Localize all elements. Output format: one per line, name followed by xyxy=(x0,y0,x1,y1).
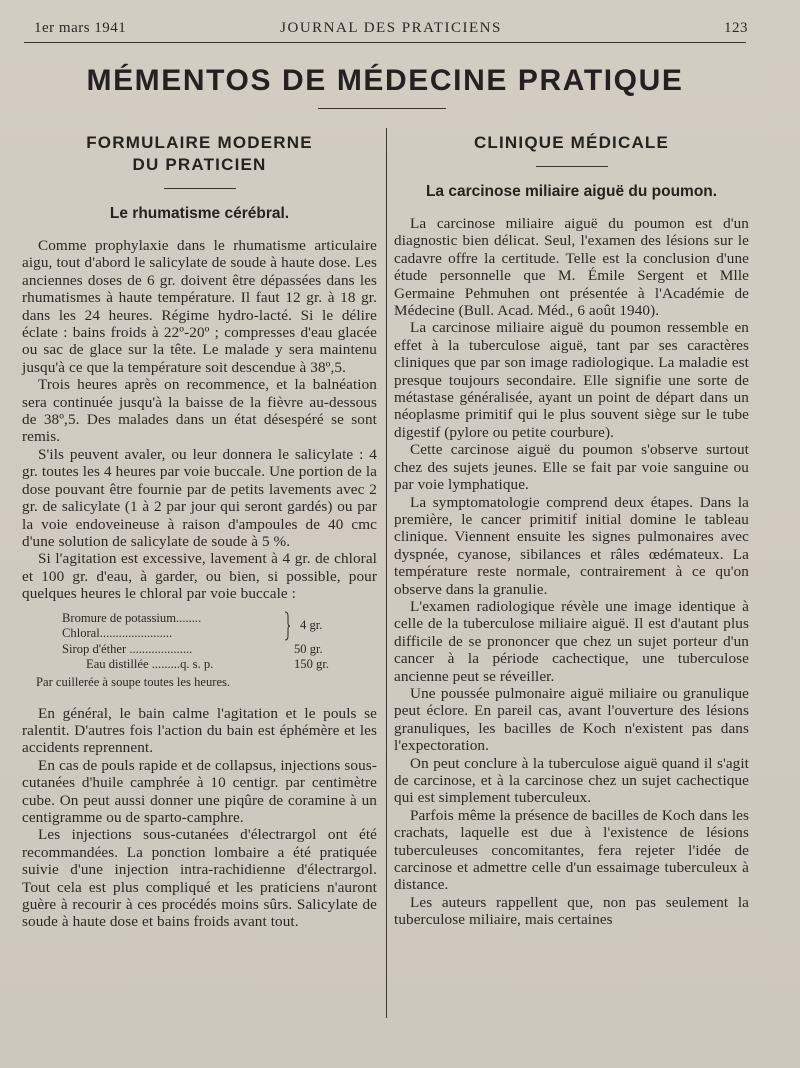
paragraph: En cas de pouls rapide et de collapsus, injections sous-cutanées d'huile camphrée à 10 centigr. par centimètre cube. On peut aussi donner une piqûre de coramine à un centigramme ou de sparto-camphre. xyxy=(22,756,377,826)
section-heading-line2: DU PRATICIEN xyxy=(132,155,267,174)
section-heading-formulaire xyxy=(22,132,377,176)
recipe-qty-brace: 4 gr. xyxy=(300,617,323,632)
paragraph: La symptomatologie comprend deux étapes. Dans la première, le cancer primitif initial domine le tableau clinique. Viennent ensuite les signes pulmonaires avec dyspnée, cyanose, sibilances et râles œdémateux. La température reste normale, contrairement à ce qu'on observe dans la granulie. xyxy=(394,493,749,598)
paragraph: L'examen radiologique révèle une image identique à celle de la tuberculose miliaire aiguë. Il est d'autant plus difficile de se prononcer que chez un sujet porteur d'un cancer à la période cachectique, une tuberculose ancienne peut se réveiller. xyxy=(394,597,749,685)
paragraph: Si l'agitation est excessive, lavement à 4 gr. de chloral et 100 gr. d'eau, à garder, ou bien, si possible, pour quelques heures le chloral par voie buccale : xyxy=(22,550,377,603)
article-title-carcinose: La carcinose miliaire aiguë du poumon. xyxy=(425,183,718,200)
recipe-line-eau: Eau distillée .........q. s. p. xyxy=(86,656,214,671)
recipe-qty-eau: 150 gr. xyxy=(294,656,329,671)
recipe-line-bromure: Bromure de potassium........ xyxy=(62,610,202,625)
recipe-note: Par cuillerée à soupe toutes les heures. xyxy=(36,674,231,689)
right-column xyxy=(394,128,749,929)
article-title-rhumatisme: Le rhumatisme cérébral. xyxy=(109,205,290,222)
paragraph: Trois heures après on recommence, et la balnéation sera continuée jusqu'à la baisse de la fièvre au-dessous de 38º,5. Des malades dans un état désespéré se sont remis. xyxy=(22,376,377,446)
section-rule xyxy=(536,166,608,167)
paragraph: En général, le bain calme l'agitation et le pouls se ralentit. D'autres fois l'action du bain est éphémère et les accidents reprennent. xyxy=(22,704,377,757)
brace-icon xyxy=(284,611,290,641)
recipe-qty-sirop: 50 gr. xyxy=(294,641,323,656)
left-column xyxy=(22,128,377,931)
prescription xyxy=(22,611,377,691)
paragraph: La carcinose miliaire aiguë du poumon ressemble en effet à la tuberculose aiguë, tant par ses caractères cliniques que par son image radiologique. La maladie est presque toujours secondaire. Elle signifie une sorte de métastase généralisée, ayant un point de départ dans un néoplasme primitif qui le plus souvent siège sur le tube digestif (pylore ou petite courbure). xyxy=(394,319,749,441)
page-number: 123 xyxy=(724,20,748,36)
section-heading-line1: FORMULAIRE MODERNE xyxy=(86,133,313,152)
section-rule xyxy=(164,188,236,189)
running-head xyxy=(34,20,748,40)
paragraph: On peut conclure à la tuberculose aiguë quand il s'agit de carcinose, et à la carcinose chez un sujet cachectique qui est simplement tuberculeux. xyxy=(394,754,749,807)
title-rule xyxy=(318,108,446,109)
paragraph: Comme prophylaxie dans le rhumatisme articulaire aigu, tout d'abord le salicylate de soude à haute dose. Les anciennes doses de 6 gr. doivent être dépassées dans les rhumatismes à haute température. Il faut 12 gr. à 18 gr. dans les 24 heures. Régime hydro-lacté. Si le délire éclate : bains froids à 22º-20º ; compresses d'eau glacée ou sac de glace sur la tête. Le malade y sera maintenu jusqu'à ce que la température soit descendue à 38º,5. xyxy=(22,237,377,376)
column-divider xyxy=(386,128,387,1018)
paragraph: Une poussée pulmonaire aiguë miliaire ou granulique peut éclore. En pareil cas, avant l'ouverture des lésions granuliques, les bacilles de Koch n'existent pas dans l'expectoration. xyxy=(394,684,749,755)
issue-date: 1er mars 1941 xyxy=(34,20,127,36)
page-title: MÉMENTOS DE MÉDECINE PRATIQUE xyxy=(86,64,684,97)
paragraph: Cette carcinose aiguë du poumon s'observe surtout chez des sujets jeunes. Elle se fait par voie sanguine ou par voie lymphatique. xyxy=(394,441,749,494)
paragraph: Les injections sous-cutanées d'électrargol ont été recommandées. La ponction lombaire a été pratiquée suivie d'une injection intra-rachidienne d'électrargol. Tout cela est plus compliqué et les praticiens n'auront guère à recourir à ces procédés moins sûrs. Salicylate de soude à haute dose et bains froids avant tout. xyxy=(22,826,377,931)
section-heading-clinique: CLINIQUE MÉDICALE xyxy=(473,133,670,152)
paragraph: La carcinose miliaire aiguë du poumon est d'un diagnostic bien délicat. Seul, l'examen des lésions sur le cadavre offre la certitude. Telle est la conclusion d'une étude personnelle que M. Émile Sergent et Mlle Germaine Pehmuhen ont présentée à l'Académie de Médecine (Bull. Acad. Méd., 6 août 1940). xyxy=(394,215,749,320)
header-rule xyxy=(24,42,746,43)
paragraph: S'ils peuvent avaler, ou leur donnera le salicylate : 4 gr. toutes les 4 heures par voie buccale. Une portion de la dose pouvant être fournie par de petits lavements avec 2 gr. de salicylate (1 à 2 par jour qui seront gardés) ou par la voie endoveineuse à raison d'ampoules de 40 cmc d'une solution de salicylate de soude à 5 %. xyxy=(22,445,377,550)
paragraph: Les auteurs rappellent que, non pas seulement la tuberculose miliaire, mais certaines xyxy=(394,893,749,929)
journal-name: JOURNAL DES PRATICIENS xyxy=(280,20,502,36)
paragraph: Parfois même la présence de bacilles de Koch dans les crachats, laquelle est due à l'existence de lésions tuberculeuses concomitantes, fera rejeter l'idée de carcinose et admettre celle d'un essaimage tuberculeux à distance. xyxy=(394,806,749,894)
recipe-line-chloral: Chloral....................... xyxy=(62,625,173,640)
recipe-line-sirop: Sirop d'éther .................... xyxy=(62,641,193,656)
